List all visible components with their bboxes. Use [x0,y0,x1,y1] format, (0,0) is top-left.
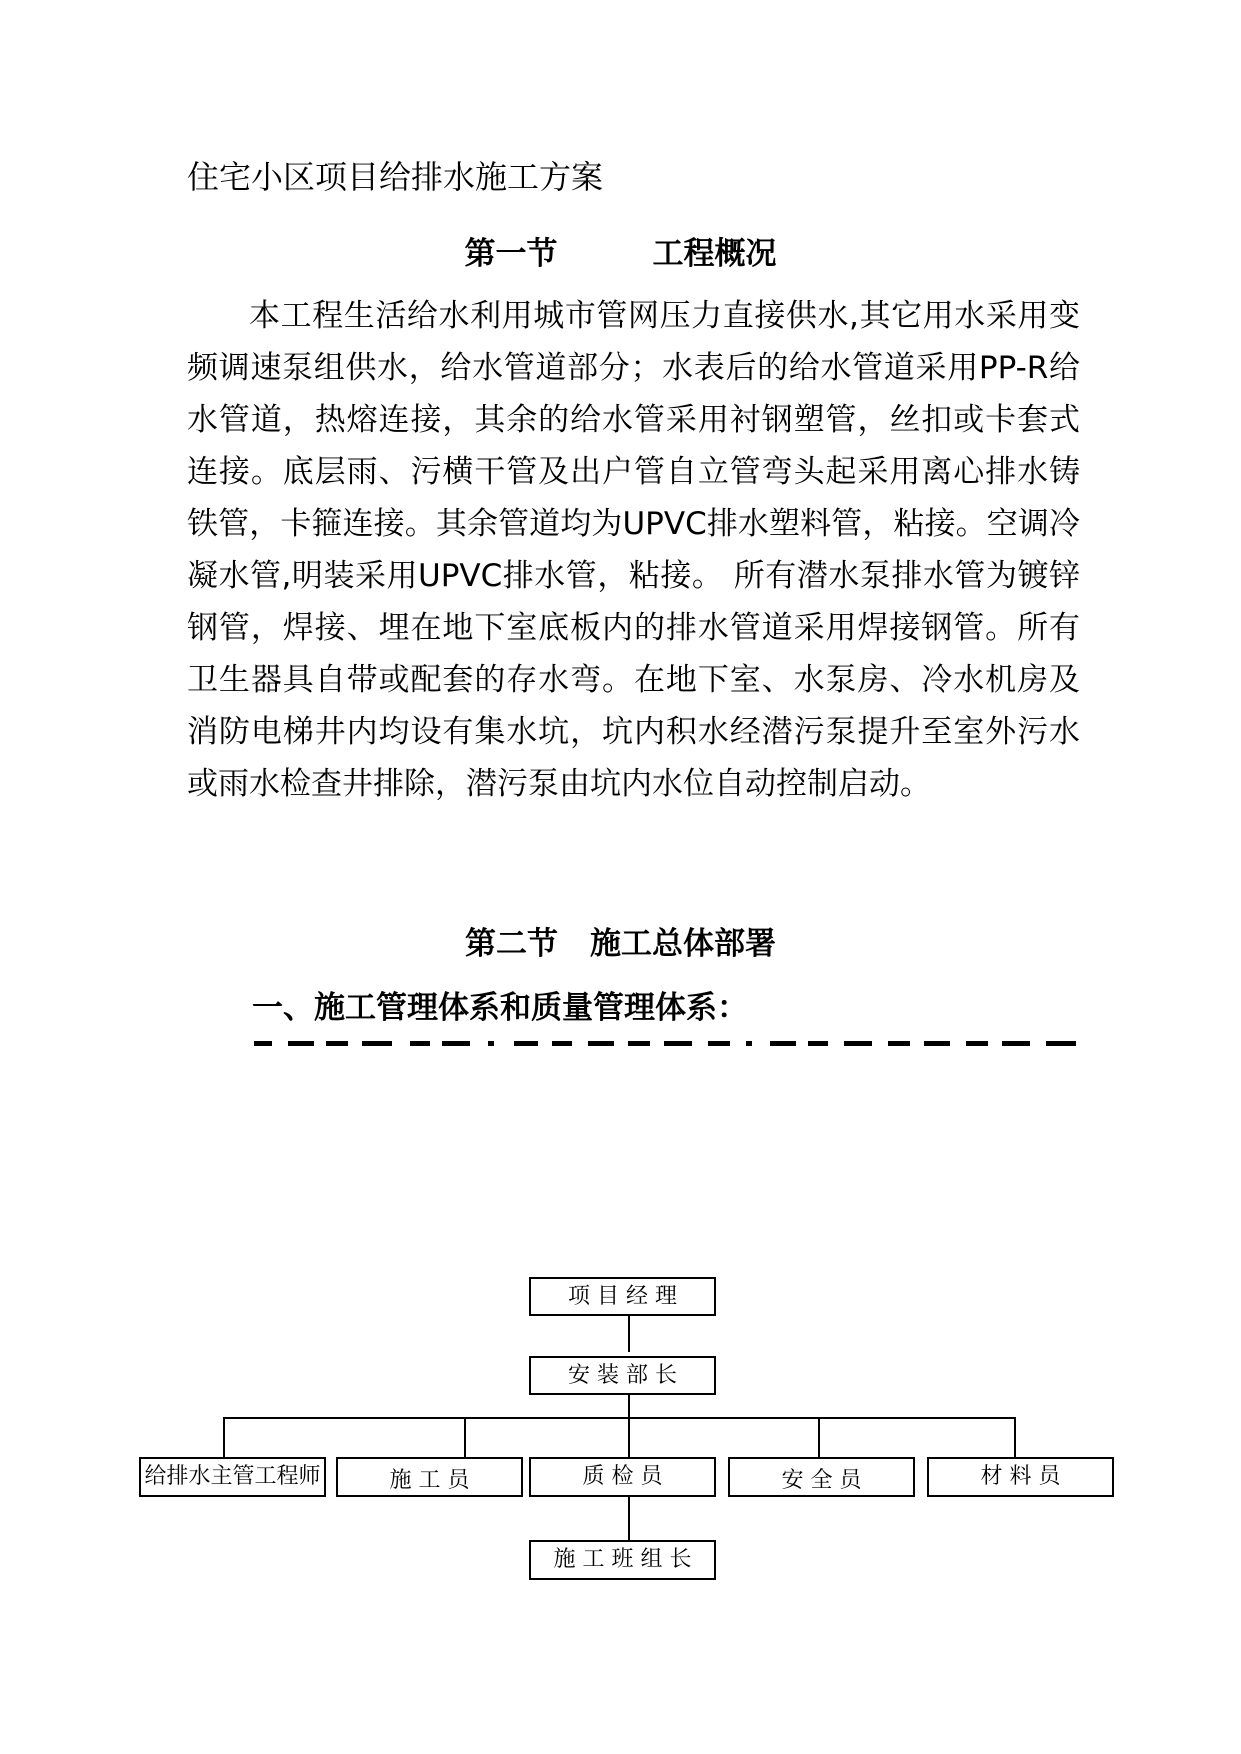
section2-heading [0,918,1241,963]
section1-title: 工程概况 [652,236,777,272]
section1-number: 第一节 [464,236,558,272]
org-box-quality-inspector: 质 检 员 [529,1457,716,1497]
org-box-safety-officer: 安 全 员 [728,1457,915,1497]
drop-construction [464,1417,466,1458]
drop-engineer [223,1417,225,1458]
org-box-material-clerk: 材 料 员 [927,1457,1114,1497]
horizontal-bus [223,1417,1016,1419]
org-box-team-leader: 施 工 班 组 长 [529,1540,716,1580]
management-system-subheading: 一、施工管理体系和质量管理体系： [252,990,748,1026]
project-overview-paragraph: 本工程生活给水利用城市管网压力直接供水,其它用水采用变频调速泵组供水，给水管道部分；水表后的给水管道采用PP-R给水管道，热熔连接，其余的给水管采用衬钢塑管，丝扣或卡套式连接。底层雨、污横干管及出户管自立管弯头起采用离心排水铸铁管，卡箍连接。其余管道均为UPVC排水塑料管，粘接。空调冷凝水管,明装采用UPVC排水管，粘接。 所有潜水泵排水管为镀锌钢管，焊接、埋在地下室底板内的排水管道采用焊接钢管。所有卫生器具自带或配套的存水弯。在地下室、水泵房、冷水机房及消防电梯井内均设有集水坑，坑内积水经潜污泵提升至室外污水或雨水检查井排除，潜污泵由坑内水位自动控制启动。 [187,298,1080,802]
section2-title: 施工总体部署 [590,926,776,962]
document-title: 住宅小区项目给排水施工方案 [187,158,604,196]
connector-pm-to-head [628,1314,630,1352]
org-box-installation-head: 安 装 部 长 [529,1356,716,1395]
org-box-plumbing-engineer: 给排水主管工程师 [139,1457,326,1497]
cut-off-text-line [252,1035,1082,1049]
drop-material [1014,1417,1016,1458]
section1-heading [0,228,1241,273]
drop-quality [628,1417,630,1458]
org-box-project-manager: 项 目 经 理 [529,1277,716,1316]
connector-head-to-bus [628,1394,630,1418]
connector-quality-to-team [628,1496,630,1542]
org-box-construction-staff: 施 工 员 [336,1457,523,1497]
drop-safety [818,1417,820,1458]
section2-number: 第二节 [465,926,558,962]
